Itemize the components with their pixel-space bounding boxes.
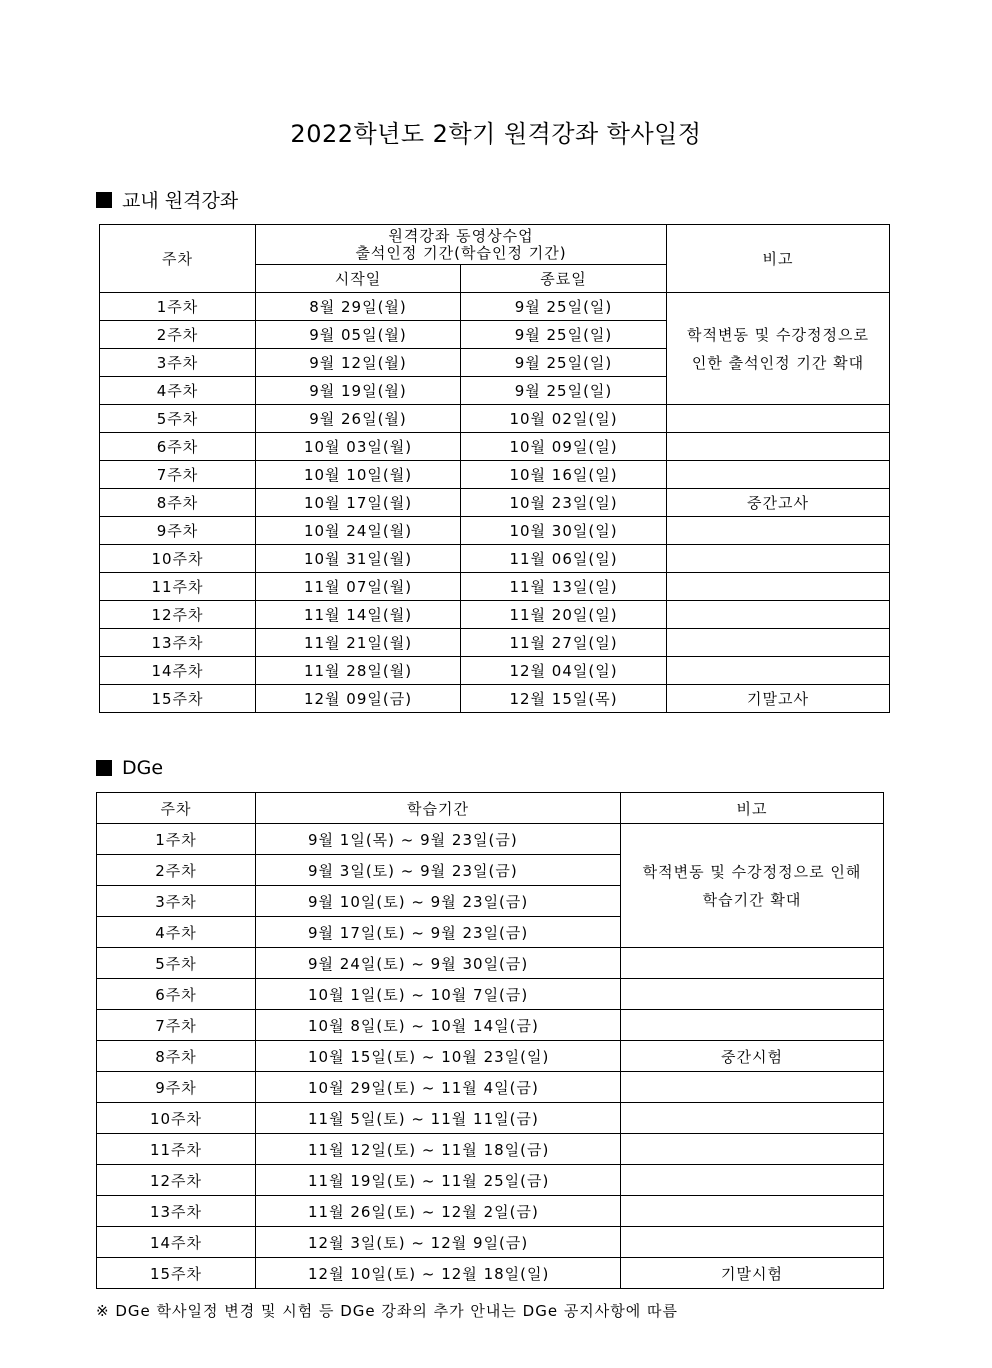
period-cell: 10월 1일(토) ~ 10월 7일(금) (256, 979, 621, 1010)
week-cell: 1주차 (97, 824, 256, 855)
note-cell-midterm: 중간시험 (621, 1041, 884, 1072)
header-period-line2: 출석인정 기간(학습인정 기간) (355, 243, 567, 262)
table-row (97, 1010, 884, 1041)
week-cell: 8주차 (100, 489, 256, 517)
section-heading-dge-label: DGe (122, 757, 164, 779)
week-cell: 8주차 (97, 1041, 256, 1072)
note-merged-line1: 학적변동 및 수강정정으로 인해 (642, 862, 862, 881)
header-period-line1: 원격강좌 동영상수업 (388, 226, 534, 245)
period-cell: 10월 29일(토) ~ 11월 4일(금) (256, 1072, 621, 1103)
note-cell (667, 461, 890, 489)
end-cell: 10월 23일(일) (461, 489, 667, 517)
table-row (100, 685, 890, 713)
end-cell: 10월 30일(일) (461, 517, 667, 545)
table-row (97, 1134, 884, 1165)
end-cell: 10월 16일(일) (461, 461, 667, 489)
header-week: 주차 (100, 225, 256, 293)
period-cell: 10월 15일(토) ~ 10월 23일(일) (256, 1041, 621, 1072)
start-cell: 11월 07일(월) (256, 573, 461, 601)
week-cell: 2주차 (100, 321, 256, 349)
week-cell: 4주차 (100, 377, 256, 405)
week-cell: 4주차 (97, 917, 256, 948)
black-square-icon (96, 192, 112, 208)
campus-schedule-table (99, 224, 890, 713)
table-row (100, 629, 890, 657)
end-cell: 11월 20일(일) (461, 601, 667, 629)
black-square-icon (96, 760, 112, 776)
footnote: ※ DGe 학사일정 변경 및 시험 등 DGe 강좌의 추가 안내는 DGe 공지사항에 따름 (96, 1302, 679, 1320)
header-note: 비고 (667, 225, 890, 293)
end-cell: 10월 09일(일) (461, 433, 667, 461)
table-row (100, 405, 890, 433)
period-cell: 11월 5일(토) ~ 11월 11일(금) (256, 1103, 621, 1134)
note-cell (667, 433, 890, 461)
note-merged-line2: 인한 출석인정 기간 확대 (691, 353, 865, 372)
period-cell: 9월 17일(토) ~ 9월 23일(금) (256, 917, 621, 948)
week-cell: 15주차 (100, 685, 256, 713)
note-cell (621, 1072, 884, 1103)
table-row (97, 1041, 884, 1072)
start-cell: 10월 24일(월) (256, 517, 461, 545)
table-row (100, 461, 890, 489)
start-cell: 9월 19일(월) (256, 377, 461, 405)
table-row (100, 573, 890, 601)
table-row (100, 489, 890, 517)
header-start: 시작일 (256, 265, 461, 293)
week-cell: 5주차 (97, 948, 256, 979)
week-cell: 13주차 (97, 1196, 256, 1227)
period-cell: 11월 19일(토) ~ 11월 25일(금) (256, 1165, 621, 1196)
note-cell (621, 1227, 884, 1258)
week-cell: 6주차 (100, 433, 256, 461)
start-cell: 8월 29일(월) (256, 293, 461, 321)
section-heading-campus-label: 교내 원격강좌 (122, 190, 239, 212)
week-cell: 14주차 (100, 657, 256, 685)
end-cell: 9월 25일(일) (461, 321, 667, 349)
note-cell (621, 1165, 884, 1196)
table-row (100, 517, 890, 545)
dge-schedule-table (96, 792, 884, 1289)
table-row (100, 545, 890, 573)
week-cell: 9주차 (97, 1072, 256, 1103)
header-period: 학습기간 (256, 793, 621, 824)
week-cell: 3주차 (97, 886, 256, 917)
note-cell (621, 1103, 884, 1134)
period-cell: 12월 3일(토) ~ 12월 9일(금) (256, 1227, 621, 1258)
week-cell: 5주차 (100, 405, 256, 433)
header-period (256, 225, 667, 265)
note-cell (621, 948, 884, 979)
week-cell: 11주차 (100, 573, 256, 601)
header-week: 주차 (97, 793, 256, 824)
start-cell: 10월 03일(월) (256, 433, 461, 461)
week-cell: 15주차 (97, 1258, 256, 1289)
note-merged-line1: 학적변동 및 수강정정으로 (687, 325, 869, 344)
table-row (100, 293, 890, 321)
start-cell: 11월 21일(월) (256, 629, 461, 657)
note-cell (667, 629, 890, 657)
note-cell (621, 1010, 884, 1041)
start-cell: 9월 12일(월) (256, 349, 461, 377)
section-heading-dge (96, 757, 163, 779)
start-cell: 9월 05일(월) (256, 321, 461, 349)
table-row (100, 433, 890, 461)
table-row (97, 1072, 884, 1103)
end-cell: 10월 02일(일) (461, 405, 667, 433)
week-cell: 10주차 (97, 1103, 256, 1134)
week-cell: 10주차 (100, 545, 256, 573)
week-cell: 14주차 (97, 1227, 256, 1258)
section-heading-campus (96, 186, 238, 213)
note-cell (667, 517, 890, 545)
table-row (97, 824, 884, 855)
table-row (100, 601, 890, 629)
period-cell: 11월 26일(토) ~ 12월 2일(금) (256, 1196, 621, 1227)
table-row (97, 1227, 884, 1258)
header-end: 종료일 (461, 265, 667, 293)
week-cell: 7주차 (97, 1010, 256, 1041)
note-merged-cell (621, 824, 884, 948)
period-cell: 9월 3일(토) ~ 9월 23일(금) (256, 855, 621, 886)
start-cell: 11월 28일(월) (256, 657, 461, 685)
period-cell: 12월 10일(토) ~ 12월 18일(일) (256, 1258, 621, 1289)
table-row (97, 948, 884, 979)
note-cell (667, 657, 890, 685)
end-cell: 9월 25일(일) (461, 349, 667, 377)
end-cell: 12월 04일(일) (461, 657, 667, 685)
note-cell (667, 573, 890, 601)
table-row (97, 979, 884, 1010)
note-cell (667, 545, 890, 573)
header-note: 비고 (621, 793, 884, 824)
table-row (97, 1103, 884, 1134)
week-cell: 1주차 (100, 293, 256, 321)
note-cell (621, 1196, 884, 1227)
end-cell: 9월 25일(일) (461, 377, 667, 405)
note-cell-final: 기말시험 (621, 1258, 884, 1289)
start-cell: 10월 31일(월) (256, 545, 461, 573)
note-merged-line2: 학습기간 확대 (702, 890, 802, 909)
note-cell-midterm: 중간고사 (667, 489, 890, 517)
week-cell: 12주차 (97, 1165, 256, 1196)
start-cell: 12월 09일(금) (256, 685, 461, 713)
week-cell: 13주차 (100, 629, 256, 657)
note-cell (621, 1134, 884, 1165)
table-row (97, 1258, 884, 1289)
note-merged-cell (667, 293, 890, 405)
note-cell (667, 405, 890, 433)
start-cell: 9월 26일(월) (256, 405, 461, 433)
end-cell: 11월 13일(일) (461, 573, 667, 601)
week-cell: 2주차 (97, 855, 256, 886)
end-cell: 9월 25일(일) (461, 293, 667, 321)
note-cell-final: 기말고사 (667, 685, 890, 713)
week-cell: 12주차 (100, 601, 256, 629)
week-cell: 3주차 (100, 349, 256, 377)
period-cell: 9월 24일(토) ~ 9월 30일(금) (256, 948, 621, 979)
end-cell: 12월 15일(목) (461, 685, 667, 713)
table-row (97, 1196, 884, 1227)
week-cell: 11주차 (97, 1134, 256, 1165)
note-cell (621, 979, 884, 1010)
period-cell: 9월 1일(목) ~ 9월 23일(금) (256, 824, 621, 855)
start-cell: 10월 17일(월) (256, 489, 461, 517)
end-cell: 11월 06일(일) (461, 545, 667, 573)
start-cell: 10월 10일(월) (256, 461, 461, 489)
week-cell: 6주차 (97, 979, 256, 1010)
period-cell: 9월 10일(토) ~ 9월 23일(금) (256, 886, 621, 917)
table-row (97, 1165, 884, 1196)
start-cell: 11월 14일(월) (256, 601, 461, 629)
period-cell: 11월 12일(토) ~ 11월 18일(금) (256, 1134, 621, 1165)
page-title: 2022학년도 2학기 원격강좌 학사일정 (290, 120, 702, 148)
week-cell: 7주차 (100, 461, 256, 489)
table-row (100, 657, 890, 685)
end-cell: 11월 27일(일) (461, 629, 667, 657)
week-cell: 9주차 (100, 517, 256, 545)
period-cell: 10월 8일(토) ~ 10월 14일(금) (256, 1010, 621, 1041)
note-cell (667, 601, 890, 629)
